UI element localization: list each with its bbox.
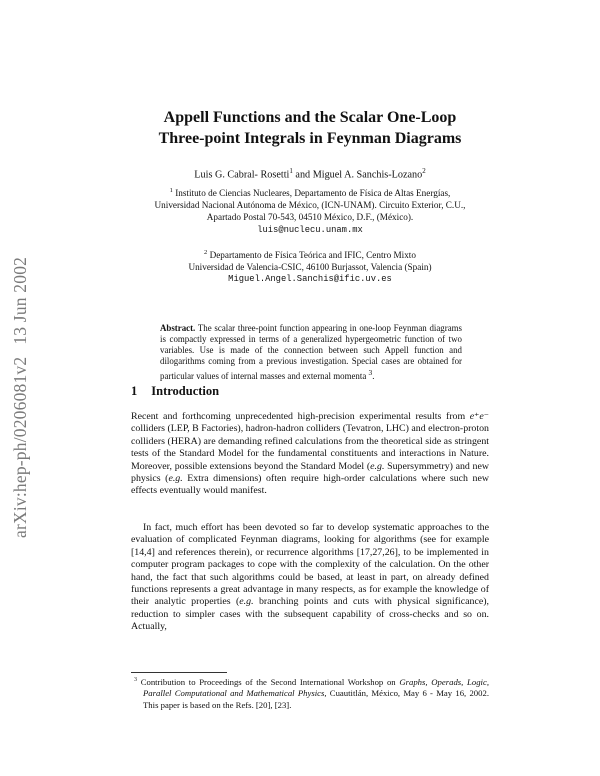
- affiliation-2-mark: 2: [204, 249, 208, 256]
- paragraph-1-eg-1: e.g.: [370, 460, 385, 472]
- footnote-italic: Graphs, Operads, Logic, Parallel Computational and Mathematical Physics: [143, 676, 489, 699]
- affiliation-1-line-3: Apartado Postal 70-543, 04510 México, D.F., (México).: [206, 212, 414, 223]
- section-title: Introduction: [151, 384, 220, 398]
- author-1-mark: 1: [289, 167, 293, 175]
- paragraph-1-text-b: colliders (LEP, B Factories), hadron-hadron colliders (Tevatron, LHC) and electron-proton colliders (HERA) are demanding refined calculations from the theoretical side as stringent tests of the Standard Model for the fundamental constituents and interactions in Nature. Moreover, possible extensions beyond the Standard Model (: [131, 423, 489, 472]
- arxiv-date: 13 Jun 2002: [10, 256, 30, 345]
- paragraph-1-text-a: Recent and forthcoming unprecedented high-precision experimental results from: [131, 411, 470, 422]
- author-line: [100, 167, 520, 180]
- footnote-rule: [131, 672, 227, 673]
- section-number: 1: [131, 384, 138, 398]
- arxiv-identifier-margin: [10, 198, 32, 538]
- affiliation-2: [150, 247, 470, 286]
- affiliation-2-line-1: Departamento de Física Teórica and IFIC, Centro Mixto: [209, 250, 416, 261]
- abstract-text: The scalar three-point function appearing in one-loop Feynman diagrams is compactly expressed in terms of a generalized hypergeometric function of two variables. Use is made of the connection between such Appell function and dilogarithms coming from a previous investigation. Special cases are obtained for particular values of internal masses and external momenta: [160, 323, 462, 381]
- affiliation-1-email[interactable]: luis@nuclecu.unam.mx: [257, 224, 363, 235]
- footnote-mark: 3: [134, 677, 137, 683]
- author-1: Luis G. Cabral- Rosetti: [194, 169, 290, 181]
- affiliation-1: [150, 185, 470, 236]
- paragraph-1-ee: e⁺e⁻: [469, 411, 489, 422]
- affiliation-1-line-1: Instituto de Ciencias Nucleares, Departamento de Física de Altas Energías,: [175, 188, 451, 199]
- abstract-end: .: [372, 370, 375, 381]
- abstract-label: Abstract.: [160, 323, 196, 333]
- affiliation-1-line-2: Universidad Nacional Autónoma de México, (ICN-UNAM). Circuito Exterior, C.U.,: [154, 200, 466, 211]
- paragraph-2-text-b: branching points and cuts with physical significance), reduction to simpler cases with the subsequent capability of cross-checks and so on. Actually,: [131, 596, 489, 633]
- paragraph-1: [131, 411, 489, 498]
- affiliation-2-email[interactable]: Miguel.Angel.Sanchis@ific.uv.es: [228, 274, 392, 285]
- author-separator: and: [292, 169, 313, 181]
- footnote-text-b: , Cuautitlán, México, May 6 - May 16, 2002. This paper is based on the Refs. [20], [23].: [143, 688, 489, 710]
- paragraph-1-text-d: Extra dimensions) often require high-order calculations where such new effects eventually would manifest.: [131, 473, 489, 497]
- arxiv-id: arXiv:hep-ph/0206081v2: [10, 356, 30, 538]
- paper-title-line-2: Three-point Integrals in Feynman Diagrams: [158, 130, 462, 147]
- abstract-footnote-mark: 3: [368, 368, 373, 377]
- paragraph-2-eg: e.g.: [239, 596, 254, 608]
- paper-title-line-1: Appell Functions and the Scalar One-Loop: [163, 109, 457, 126]
- author-2: Miguel A. Sanchis-Lozano: [312, 169, 423, 181]
- paragraph-2-text-a: In fact, much effort has been devoted so far to develop systematic approaches to the evaluation of complicated Feynman diagrams, looking for algorithms (see for example [14,4] and references therein), or recurrence algorithms [17,27,26], to be implemented in computer program packages to cope with the complexity of the calculation. On the other hand, the fact that such algorithms could be based, at least in part, on already defined functions represents a great advantage in many respects, as for example the knowledge of their analytic properties (: [131, 522, 489, 608]
- affiliation-1-mark: 1: [169, 187, 173, 194]
- author-2-mark: 2: [422, 167, 426, 175]
- section-heading: [131, 384, 219, 399]
- affiliation-2-line-2: Universidad de Valencia-CSIC, 46100 Burjassot, Valencia (Spain): [188, 262, 432, 273]
- paragraph-1-eg-2: e.g.: [168, 473, 183, 485]
- paragraph-2: [131, 522, 489, 634]
- abstract: [160, 323, 462, 382]
- footnote-text-a: Contribution to Proceedings of the Second International Workshop on: [140, 676, 400, 687]
- footnote: [131, 675, 489, 711]
- paragraph-1-text-c: Supersymmetry) and new physics (: [131, 460, 489, 485]
